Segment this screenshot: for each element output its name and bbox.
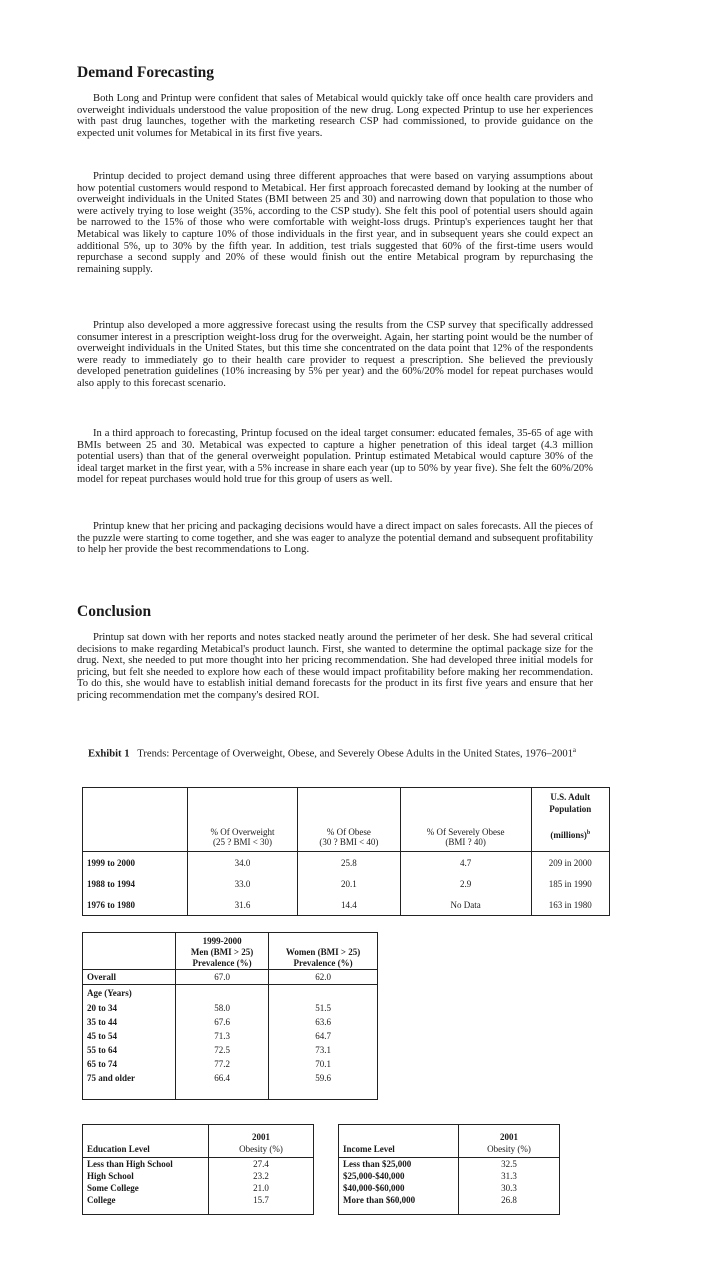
header-population-footnote: b <box>586 830 591 836</box>
header-women-sub: Prevalence (%) <box>293 958 353 968</box>
header-women <box>269 933 378 970</box>
row-overweight: 31.6 <box>188 894 298 916</box>
row-age: 20 to 34 <box>83 1001 176 1015</box>
header-men <box>176 933 269 970</box>
row-label: Less than High School <box>83 1158 209 1171</box>
row-age: 55 to 64 <box>83 1043 176 1057</box>
header-empty-cell <box>83 788 188 852</box>
row-period: 1999 to 2000 <box>83 852 188 874</box>
header-population-unit: (millions) <box>550 830 587 840</box>
row-age: 35 to 44 <box>83 1015 176 1029</box>
header-overweight-label: % Of Overweight <box>210 827 275 837</box>
row-value: 21.0 <box>209 1182 314 1194</box>
table-row <box>83 1001 378 1015</box>
row-severe: 2.9 <box>400 873 531 894</box>
age-header-empty <box>269 985 378 1002</box>
row-value: 31.3 <box>459 1170 560 1182</box>
table-row <box>83 894 610 916</box>
row-value: 30.3 <box>459 1182 560 1194</box>
table-row-spacer <box>83 1206 314 1215</box>
row-label: $25,000-$40,000 <box>339 1170 459 1182</box>
row-label: Some College <box>83 1182 209 1194</box>
demand-paragraph-4: In a third approach to forecasting, Printup focused on the ideal target consumer: educated females, 35-65 of age with BMIs between 25 and 30. Metabical was expected to capture a higher penetration of this ideal target (4.3 million potential users) than that of the general overweight population. Printup estimated Metabical would capture 30% of the ideal target market in the first year, with a 5% increase in share each year (up to 50% by year five). She felt the 60%/20% model for repeat purchases would hold true for this group of users as well. <box>77 428 593 486</box>
header-overweight <box>188 788 298 852</box>
table-row-spacer <box>83 1085 378 1100</box>
exhibit-label: Exhibit 1 <box>88 748 130 760</box>
row-label: College <box>83 1194 209 1206</box>
header-obese-label: % Of Obese <box>326 827 371 837</box>
header-obesity <box>209 1125 314 1158</box>
row-value: 15.7 <box>209 1194 314 1206</box>
header-women-label: Women (BMI > 25) <box>285 947 361 957</box>
header-men-label: Men (BMI > 25) <box>190 947 254 957</box>
header-obese-range: (30 ? BMI < 40) <box>319 837 379 847</box>
exhibit-caption <box>88 743 606 762</box>
row-women: 64.7 <box>269 1029 378 1043</box>
row-obese: 20.1 <box>298 873 401 894</box>
table-row <box>83 1182 314 1194</box>
header-overweight-range: (25 ? BMI < 30) <box>212 837 273 847</box>
exhibit-title: Trends: Percentage of Overweight, Obese, and Severely Obese Adults in the United States, 1976–2001 <box>137 748 573 760</box>
header-men-sub: Prevalence (%) <box>192 958 252 968</box>
spacer-cell <box>83 1085 176 1100</box>
table-row <box>83 873 610 894</box>
table-row <box>339 1170 560 1182</box>
obesity-by-income-table <box>338 1124 560 1215</box>
row-label: Less than $25,000 <box>339 1158 459 1171</box>
row-men: 67.6 <box>176 1015 269 1029</box>
row-overweight: 34.0 <box>188 852 298 874</box>
row-women: 73.1 <box>269 1043 378 1057</box>
header-empty-cell <box>83 933 176 970</box>
exhibit-caption-footnote: a <box>572 746 577 754</box>
table-row <box>83 1043 378 1057</box>
row-value: 27.4 <box>209 1158 314 1171</box>
spacer-cell <box>209 1206 314 1215</box>
header-population <box>531 788 609 852</box>
spacer-cell <box>339 1206 459 1215</box>
row-population: 163 in 1980 <box>531 894 609 916</box>
row-obese: 14.4 <box>298 894 401 916</box>
row-severe: No Data <box>400 894 531 916</box>
row-age: 65 to 74 <box>83 1057 176 1071</box>
row-period: 1988 to 1994 <box>83 873 188 894</box>
obesity-by-education-table <box>82 1124 314 1215</box>
table-header-row <box>83 1125 314 1158</box>
row-population: 185 in 1990 <box>531 873 609 894</box>
row-men: 66.4 <box>176 1071 269 1085</box>
row-men: 77.2 <box>176 1057 269 1071</box>
table-row <box>83 1015 378 1029</box>
table-row-spacer <box>339 1206 560 1215</box>
table-row <box>83 1158 314 1171</box>
row-value: 26.8 <box>459 1194 560 1206</box>
row-population: 209 in 2000 <box>531 852 609 874</box>
demand-paragraph-2: Printup decided to project demand using three different approaches that were based on varying assumptions about how potential customers would respond to Metabical. Her first approach forecasted demand by looking at the number of overweight individuals in the United States (BMI between 25 and 30) and narrowing down that population to those who were actively trying to lose weight (35%, according to the CSP study). She felt this pool of potential users should again be narrowed to the 15% of those who were comfortable with weight-loss drugs. Printup's experiences taught her that Metabical was likely to capture 10% of those individuals in the first year, and in subsequent years she could expect an additional 5%, up to 30% by the fifth year. In addition, test trials suggested that 60% of the first-time users would repurchase a second supply and 20% of these would finish out the entire Metabical program by repurchasing the remaining supply. <box>77 171 593 275</box>
table-row <box>83 1170 314 1182</box>
spacer-cell <box>459 1206 560 1215</box>
table-row <box>83 1057 378 1071</box>
conclusion-paragraph: Printup sat down with her reports and notes stacked neatly around the perimeter of her desk. She had several critical decisions to make regarding Metabical's product launch. First, she wanted to determine the optimal package size for the drug. Next, she needed to put more thought into her pricing recommendation. She had developed three initial models for pricing, but felt she needed to explore how each of these would impact profitability before making her recommendation. To do this, she would have to establish initial demand forecasts for the product in its first five years and ensure that her pricing recommendation met the company's desired ROI. <box>77 632 593 701</box>
demand-paragraph-5: Printup knew that her pricing and packaging decisions would have a direct impact on sales forecasts. All the pieces of the puzzle were starting to come together, and she was eager to analyze the potential demand and subsequent profitability to help her provide the best recommendations to Long. <box>77 521 593 556</box>
row-men: 58.0 <box>176 1001 269 1015</box>
row-men: 71.3 <box>176 1029 269 1043</box>
header-year: 2001 <box>252 1132 270 1142</box>
table-row <box>339 1158 560 1171</box>
table-row <box>339 1182 560 1194</box>
header-year: 1999-2000 <box>202 936 242 946</box>
row-men: 72.5 <box>176 1043 269 1057</box>
age-header-row <box>83 985 378 1002</box>
row-label: More than $60,000 <box>339 1194 459 1206</box>
age-header-empty <box>176 985 269 1002</box>
header-population-line1: U.S. Adult <box>550 792 591 802</box>
age-label: Age (Years) <box>83 985 176 1002</box>
row-value: 23.2 <box>209 1170 314 1182</box>
row-age: 45 to 54 <box>83 1029 176 1043</box>
row-obese: 25.8 <box>298 852 401 874</box>
row-label: $40,000-$60,000 <box>339 1182 459 1194</box>
header-severe-range: (BMI ? 40) <box>445 837 486 847</box>
row-age: 75 and older <box>83 1071 176 1085</box>
table-header-row <box>83 933 378 970</box>
table-row <box>83 1194 314 1206</box>
row-women: 51.5 <box>269 1001 378 1015</box>
row-severe: 4.7 <box>400 852 531 874</box>
demand-paragraph-3: Printup also developed a more aggressive forecast using the results from the CSP survey that specifically addressed consumer interest in a prescription weight-loss drug for the overweight. Again, her starting point would be the number of overweight individuals in the United States, but this time she concentrated on the data point that 12% of the respondents were ready to immediately go to their health care provider to request a prescription. She believed the previously developed penetration guidelines (10% increasing by 5% per year) and the 60%/20% model for repeat purchases would also apply to this forecast scenario. <box>77 320 593 389</box>
table-row <box>83 1071 378 1085</box>
overall-women: 62.0 <box>269 970 378 985</box>
overall-label: Overall <box>83 970 176 985</box>
row-women: 70.1 <box>269 1057 378 1071</box>
table-row <box>83 1029 378 1043</box>
header-population-line2: Population <box>549 804 592 814</box>
header-obesity-label: Obesity (%) <box>239 1144 283 1154</box>
row-period: 1976 to 1980 <box>83 894 188 916</box>
header-severe-label: % Of Severely Obese <box>426 827 505 837</box>
table-header-row <box>339 1125 560 1158</box>
overall-row <box>83 970 378 985</box>
prevalence-by-age-table <box>82 932 378 1100</box>
spacer-cell <box>176 1085 269 1100</box>
overall-men: 67.0 <box>176 970 269 985</box>
header-income-level: Income Level <box>339 1125 459 1158</box>
demand-paragraph-1: Both Long and Printup were confident that sales of Metabical would quickly take off once health care providers and overweight individuals understood the value proposition of the new drug. Long expected Printup to use her experiences with past drug launches, together with the marketing research CSP had commissioned, to provide guidance on the expected unit volumes for Metabical in its first five years. <box>77 93 593 139</box>
table-row <box>339 1194 560 1206</box>
table-row <box>83 852 610 874</box>
overweight-trends-table <box>82 787 610 916</box>
row-women: 59.6 <box>269 1071 378 1085</box>
header-obesity <box>459 1125 560 1158</box>
row-label: High School <box>83 1170 209 1182</box>
header-severe <box>400 788 531 852</box>
row-women: 63.6 <box>269 1015 378 1029</box>
spacer-cell <box>269 1085 378 1100</box>
header-obese <box>298 788 401 852</box>
demand-forecasting-heading: Demand Forecasting <box>77 64 215 81</box>
header-obesity-label: Obesity (%) <box>487 1144 531 1154</box>
conclusion-heading: Conclusion <box>77 603 152 620</box>
header-education-level: Education Level <box>83 1125 209 1158</box>
table-header-row <box>83 788 610 852</box>
row-overweight: 33.0 <box>188 873 298 894</box>
header-year: 2001 <box>500 1132 518 1142</box>
row-value: 32.5 <box>459 1158 560 1171</box>
spacer-cell <box>83 1206 209 1215</box>
